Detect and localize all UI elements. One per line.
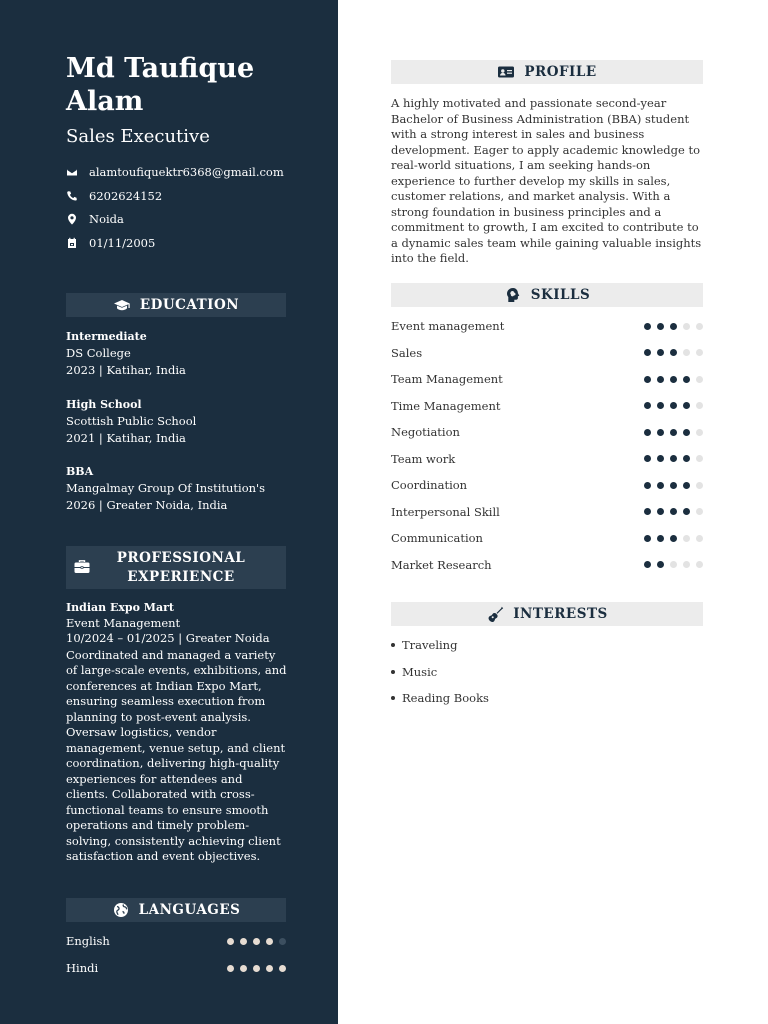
- skill-row: [391, 318, 703, 334]
- skill-rating: [644, 429, 703, 436]
- rating-dot: [657, 429, 664, 436]
- rating-dot: [670, 561, 677, 568]
- rating-dot: [253, 938, 260, 945]
- skill-name: Team work: [391, 451, 456, 466]
- education-heading-label: EDUCATION: [139, 297, 240, 313]
- rating-dot: [683, 535, 690, 542]
- language-name: Hindi: [66, 961, 99, 975]
- rating-dot: [644, 429, 651, 436]
- interest-label: Music: [402, 664, 438, 679]
- education-detail: 2023 | Katihar, India: [66, 363, 186, 377]
- languages-heading: [66, 898, 286, 922]
- skill-name: Negotiation: [391, 425, 460, 439]
- languages-heading-label: LANGUAGES: [138, 902, 241, 918]
- education-school: Scottish Public School: [66, 414, 197, 428]
- education-detail: 2021 | Katihar, India: [66, 431, 186, 445]
- briefcase-icon: [73, 559, 91, 575]
- interest-label: Reading Books: [402, 691, 489, 705]
- education-degree: High School: [66, 398, 142, 411]
- rating-dot: [657, 349, 664, 356]
- rating-dot: [683, 349, 690, 356]
- calendar-icon: [66, 237, 78, 249]
- interest-item: [391, 691, 489, 705]
- skill-name: Communication: [391, 531, 483, 545]
- rating-dot: [253, 965, 260, 972]
- candidate-name: Md Taufique Alam: [66, 53, 255, 117]
- rating-dot: [657, 323, 664, 330]
- contact-location: [66, 210, 306, 228]
- rating-dot: [644, 402, 651, 409]
- contact-dob: [66, 234, 306, 252]
- contact-phone: [66, 187, 306, 205]
- interest-item: [391, 665, 437, 679]
- rating-dot: [683, 376, 690, 383]
- location-text: Noida: [89, 212, 124, 226]
- rating-dot: [657, 508, 664, 515]
- contact-email: [66, 163, 306, 181]
- rating-dot: [696, 376, 703, 383]
- rating-dot: [279, 965, 286, 972]
- bullet-icon: [391, 696, 395, 700]
- skill-rating: [644, 349, 703, 356]
- interests-heading-label: INTERESTS: [513, 606, 608, 622]
- language-name: English: [66, 934, 110, 948]
- education-detail: 2026 | Greater Noida, India: [66, 498, 228, 512]
- experience-heading: [66, 546, 286, 589]
- experience-period: 10/2024 – 01/2025 | Greater Noida: [66, 631, 270, 645]
- skill-row: [391, 504, 703, 520]
- rating-dot: [696, 508, 703, 515]
- rating-dot: [683, 455, 690, 462]
- skills-heading-label: SKILLS: [530, 287, 591, 303]
- experience-description: Coordinated and managed a variety of large-scale events, exhibitions, and conferences at Indian Expo Mart, ensuring seamless execution from planning to post-event analysis. Oversaw logistics, vendor management, venue setup, and client coordination, delivering high-quality experiences for attendees and clients. Collaborated with cross-functional teams to ensure smooth operations and timely problem-solving, consistently achieving client satisfaction and event objectives.: [66, 647, 287, 863]
- rating-dot: [683, 561, 690, 568]
- rating-dot: [696, 535, 703, 542]
- skill-row: [391, 530, 703, 546]
- rating-dot: [240, 938, 247, 945]
- skill-rating: [644, 561, 703, 568]
- phone-icon: [66, 190, 78, 202]
- education-school: Mangalmay Group Of Institution's: [66, 481, 266, 495]
- map-pin-icon: [66, 213, 78, 225]
- bullet-icon: [391, 643, 395, 647]
- skill-name: Interpersonal Skill: [391, 504, 500, 519]
- graduation-cap-icon: [113, 297, 131, 313]
- experience-company: Indian Expo Mart: [66, 601, 174, 614]
- rating-dot: [670, 508, 677, 515]
- rating-dot: [696, 429, 703, 436]
- education-degree: Intermediate: [66, 330, 147, 343]
- rating-dot: [644, 323, 651, 330]
- rating-dot: [683, 508, 690, 515]
- rating-dot: [657, 535, 664, 542]
- rating-dot: [240, 965, 247, 972]
- email-text: alamtoufiquektr6368@gmail.com: [89, 165, 284, 179]
- education-entry: [66, 396, 296, 447]
- skill-name: Event management: [391, 319, 505, 333]
- rating-dot: [266, 965, 273, 972]
- rating-dot: [227, 965, 234, 972]
- rating-dot: [683, 482, 690, 489]
- interest-label: Traveling: [402, 638, 458, 652]
- education-school: DS College: [66, 346, 131, 360]
- interest-item: [391, 638, 457, 652]
- globe-icon: [112, 902, 130, 918]
- rating-dot: [644, 561, 651, 568]
- rating-dot: [683, 323, 690, 330]
- id-card-icon: [497, 64, 515, 80]
- skill-rating: [644, 508, 703, 515]
- language-row: [66, 960, 286, 976]
- rating-dot: [670, 482, 677, 489]
- education-entry: [66, 463, 296, 514]
- rating-dot: [670, 323, 677, 330]
- profile-heading-label: PROFILE: [524, 64, 597, 80]
- skill-row: [391, 345, 703, 361]
- rating-dot: [696, 482, 703, 489]
- skill-row: [391, 557, 703, 573]
- education-entry: [66, 328, 296, 379]
- rating-dot: [657, 561, 664, 568]
- experience-heading-label: PROFESSIONAL EXPERIENCE: [116, 549, 246, 585]
- rating-dot: [696, 349, 703, 356]
- skills-heading: [391, 283, 703, 307]
- education-heading: [66, 293, 286, 317]
- interests-heading: [391, 602, 703, 626]
- rating-dot: [670, 402, 677, 409]
- skill-rating: [644, 455, 703, 462]
- rating-dot: [657, 376, 664, 383]
- rating-dot: [696, 561, 703, 568]
- head-brain-icon: [504, 287, 522, 303]
- skill-row: [391, 477, 703, 493]
- skill-name: Coordination: [391, 478, 468, 492]
- dob-text: 01/11/2005: [89, 236, 156, 250]
- rating-dot: [644, 508, 651, 515]
- skill-name: Time Management: [391, 398, 501, 413]
- rating-dot: [657, 455, 664, 462]
- education-degree: BBA: [66, 465, 94, 478]
- skill-row: [391, 398, 703, 414]
- skill-rating: [644, 323, 703, 330]
- rating-dot: [696, 402, 703, 409]
- skill-name: Team Management: [391, 372, 503, 386]
- language-row: [66, 933, 286, 949]
- skill-row: [391, 424, 703, 440]
- language-rating: [227, 965, 286, 972]
- skill-rating: [644, 482, 703, 489]
- skill-name: Sales: [391, 345, 423, 360]
- rating-dot: [644, 349, 651, 356]
- rating-dot: [683, 402, 690, 409]
- job-title: Sales Executive: [66, 126, 210, 147]
- language-rating: [227, 938, 286, 945]
- rating-dot: [227, 938, 234, 945]
- skill-rating: [644, 376, 703, 383]
- skill-row: [391, 451, 703, 467]
- experience-entry: [66, 600, 288, 865]
- rating-dot: [670, 535, 677, 542]
- rating-dot: [683, 429, 690, 436]
- rating-dot: [644, 376, 651, 383]
- rating-dot: [279, 938, 286, 945]
- rating-dot: [696, 455, 703, 462]
- rating-dot: [670, 376, 677, 383]
- rating-dot: [696, 323, 703, 330]
- sidebar: [0, 0, 338, 1024]
- rating-dot: [670, 349, 677, 356]
- guitar-icon: [486, 606, 504, 622]
- bullet-icon: [391, 670, 395, 674]
- envelope-icon: [66, 166, 78, 178]
- skill-rating: [644, 535, 703, 542]
- skill-name: Market Research: [391, 557, 492, 572]
- rating-dot: [670, 429, 677, 436]
- experience-role: Event Management: [66, 615, 181, 630]
- rating-dot: [657, 482, 664, 489]
- rating-dot: [644, 482, 651, 489]
- skill-rating: [644, 402, 703, 409]
- rating-dot: [644, 455, 651, 462]
- rating-dot: [657, 402, 664, 409]
- skill-row: [391, 371, 703, 387]
- rating-dot: [670, 455, 677, 462]
- rating-dot: [644, 535, 651, 542]
- profile-heading: [391, 60, 703, 84]
- profile-text: A highly motivated and passionate second-year Bachelor of Business Administration (BBA) student with a strong interest in sales and business development. Eager to apply academic knowledge to real-world situations, I am seeking hands-on experience to further develop my skills in sales, customer relations, and market analysis. With a strong foundation in business principles and a commitment to growth, I am excited to contribute to a dynamic sales team while gaining valuable insights into the field.: [391, 96, 702, 265]
- phone-text: 6202624152: [89, 189, 163, 203]
- rating-dot: [266, 938, 273, 945]
